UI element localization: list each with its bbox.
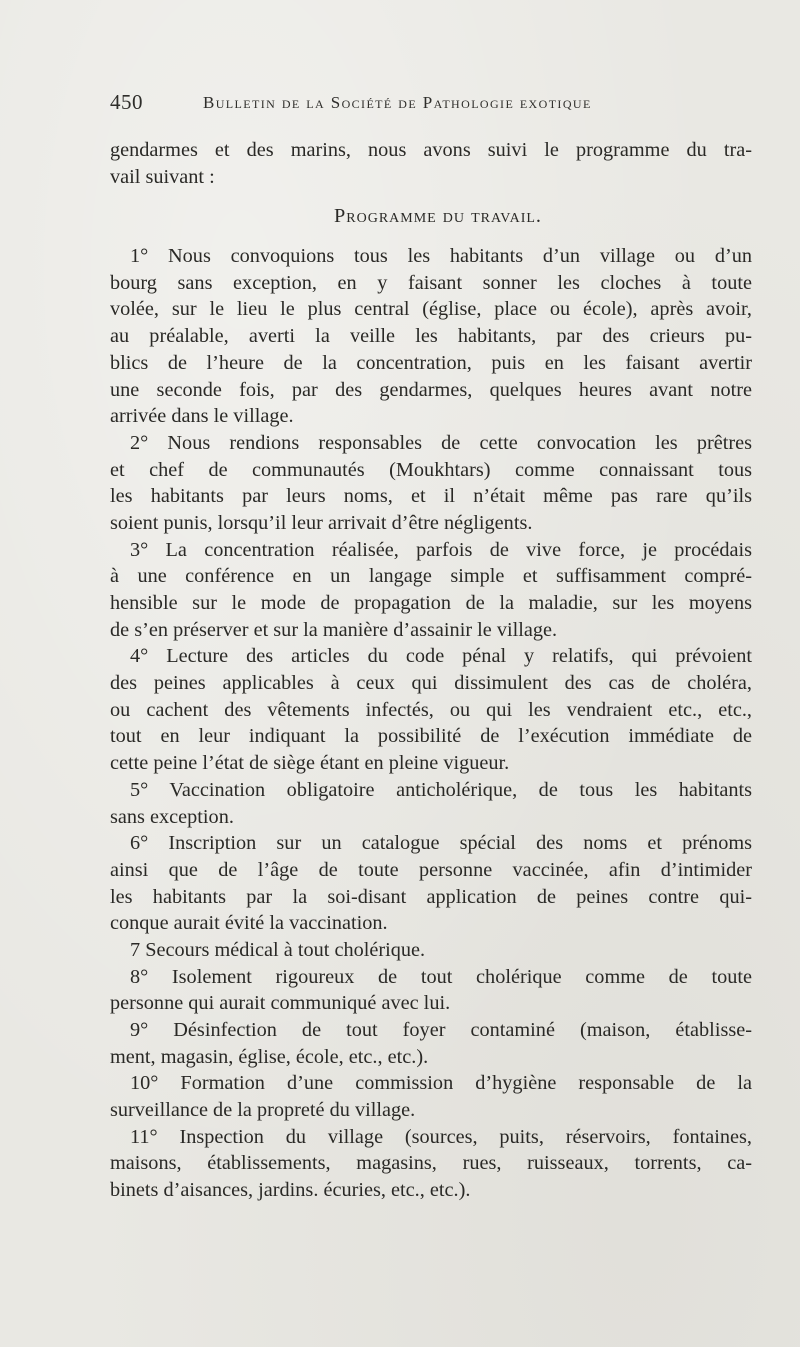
- program-item: [110, 430, 752, 537]
- text-line: 4° Lecture des articles du code pénal y relatifs, qui prévoient: [130, 645, 752, 668]
- program-item: [110, 537, 752, 644]
- text-line: volée, sur le lieu le plus central (église, place ou école), après avoir,: [110, 298, 752, 321]
- text-line: surveillance de la propreté du village.: [110, 1099, 416, 1122]
- text-line: une seconde fois, par des gendarmes, quelques heures avant notre: [110, 378, 752, 401]
- text-line: 6° Inscription sur un catalogue spécial des noms et prénoms: [130, 832, 752, 855]
- text-line: tout en leur indiquant la possibilité de l’exécution immédiate de: [110, 725, 752, 748]
- text-line: 9° Désinfection de tout foyer contaminé (maison, établisse-: [130, 1019, 752, 1041]
- text-line: vail suivant :: [110, 165, 215, 188]
- text-line: les habitants par leurs noms, et il n’était même pas rare qu’ils: [110, 485, 752, 508]
- body-text: [110, 137, 752, 1204]
- text-line: 10° Formation d’une commission d’hygiène responsable de la: [130, 1072, 752, 1095]
- text-line: conque aurait évité la vaccination.: [110, 912, 388, 935]
- text-line: blics de l’heure de la concentration, puis en les faisant avertir: [110, 351, 752, 374]
- text-line: à une conférence en un langage simple et suffisamment compré-: [110, 565, 752, 588]
- running-title: Bulletin de la Société de Pathologie exotique: [203, 93, 592, 112]
- text-line: soient punis, lorsqu’il leur arrivait d’être négligents.: [110, 511, 533, 534]
- section-heading: Programme du travail.: [334, 205, 542, 228]
- text-line: personne qui aurait communiqué avec lui.: [110, 992, 451, 1015]
- text-line: 11° Inspection du village (sources, puits, réservoirs, fontaines,: [130, 1125, 752, 1148]
- text-line: maisons, établissements, magasins, rues, ruisseaux, torrents, ca-: [110, 1152, 752, 1175]
- program-item: [110, 964, 752, 1017]
- program-item: [110, 830, 752, 937]
- program-item: [110, 777, 752, 830]
- text-line: des peines applicables à ceux qui dissimulent des cas de choléra,: [110, 672, 752, 695]
- program-item: [110, 1070, 752, 1123]
- program-item: [110, 937, 752, 964]
- text-line: 1° Nous convoquions tous les habitants d’un village ou d’un: [130, 245, 752, 268]
- program-item: [110, 243, 752, 430]
- text-line: 2° Nous rendions responsables de cette convocation les prêtres: [130, 431, 752, 454]
- text-line: hensible sur le mode de propagation de la maladie, sur les moyens: [110, 592, 752, 614]
- text-line: les habitants par la soi-disant application de peines contre qui-: [110, 885, 752, 908]
- text-line: 5° Vaccination obligatoire anticholérique, de tous les habitants: [130, 778, 752, 801]
- text-line: cette peine l’état de siège étant en pleine vigueur.: [110, 752, 510, 775]
- text-line: et chef de communautés (Moukhtars) comme connaissant tous: [110, 458, 752, 481]
- text-line: binets d’aisances, jardins. écuries, etc., etc.).: [110, 1179, 471, 1202]
- text-line: au préalable, averti la veille les habitants, par des crieurs pu-: [110, 325, 752, 348]
- text-line: bourg sans exception, en y faisant sonner les cloches à toute: [110, 271, 752, 294]
- program-list: [110, 243, 752, 1204]
- text-line: gendarmes et des marins, nous avons suivi le programme du tra-: [110, 139, 752, 161]
- text-line: 3° La concentration réalisée, parfois de vive force, je procédais: [130, 538, 752, 561]
- text-line: arrivée dans le village.: [110, 405, 294, 428]
- program-item: [110, 1017, 752, 1070]
- text-line: de s’en préserver et sur la manière d’assainir le village.: [110, 618, 558, 641]
- text-line: sans exception.: [110, 805, 234, 828]
- text-line: ment, magasin, église, école, etc., etc.).: [110, 1045, 429, 1068]
- text-line: ainsi que de l’âge de toute personne vaccinée, afin d’intimider: [110, 858, 752, 881]
- program-item: [110, 643, 752, 776]
- text-line: 7 Secours médical à tout cholérique.: [130, 938, 426, 961]
- text-line: ou cachent des vêtements infectés, ou qui les vendraient etc., etc.,: [110, 698, 752, 721]
- page-header: [110, 90, 750, 120]
- text-line: 8° Isolement rigoureux de tout cholérique comme de toute: [130, 965, 752, 988]
- program-item: [110, 1124, 752, 1204]
- page-number: 450: [110, 90, 143, 114]
